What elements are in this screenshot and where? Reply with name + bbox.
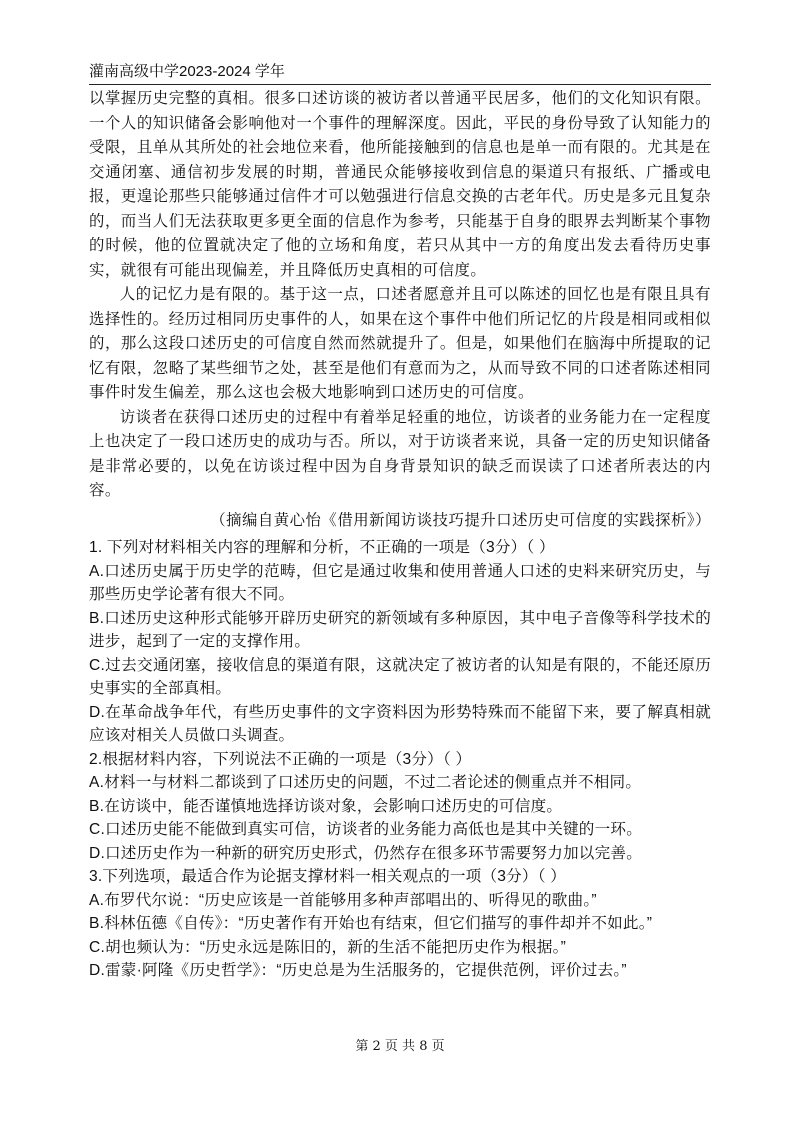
question-option-c: C.过去交通闭塞，接收信息的渠道有限，这就决定了被访者的认知是有限的，不能还原历史事实的全部真相。: [89, 656, 711, 697]
question-option-c: C.胡也频认为：“历史永远是陈旧的，新的生活不能把历史作为根据。”: [89, 938, 566, 956]
question-option-c: C.口述历史能不能做到真实可信，访谈者的业务能力高低也是其中关键的一环。: [89, 821, 642, 838]
question-stem: 3.下列选项，最适合作为论据支撑材料一相关观点的一项（3分）（ ）: [89, 868, 567, 885]
question-2: [89, 748, 711, 866]
page-footer: [0, 1038, 800, 1056]
question-option-d: D.口述历史作为一种新的研究历史形式，仍然存在很多环节需要努力加以完善。: [89, 844, 642, 862]
page-header: [89, 62, 711, 82]
page-number: 第 2 页 共 8 页: [355, 1039, 445, 1054]
question-3: [89, 865, 711, 983]
question-stem: 1. 下列对材料相关内容的理解和分析，不正确的一项是（3分）（ ）: [89, 539, 555, 556]
question-stem: 2.根据材料内容，下列说法不正确的一项是（3分）（ ）: [89, 750, 472, 768]
question-option-d: D.雷蒙·阿隆《历史哲学》：“历史总是为生活服务的，它提供范例，评价过去。”: [89, 962, 627, 979]
passage-paragraph-2: 人的记忆力是有限的。基于这一点，口述者愿意并且可以陈述的回忆也是有限且具有选择性的。经历过相同历史事件的人，如果在这个事件中他们所记忆的片段是相同或相似的，那么这段口述历史的可信度自然而然就提升了。但是，如果他们在脑海中所提取的记忆有限，忽略了某些细节之处，甚至是他们有意而为之，从而导致不同的口述者陈述相同事件时发生偏差，那么这也会极大地影响到口述历史的可信度。: [89, 285, 711, 401]
question-option-d: D.在革命战争年代，有些历史事件的文字资料因为形势特殊而不能留下来，要了解真相就应该对相关人员做口头调查。: [89, 703, 711, 744]
passage-paragraph-1: 以掌握历史完整的真相。很多口述访谈的被访者以普通平民居多，他们的文化知识有限。一个人的知识储备会影响他对一个事件的理解深度。因此，平民的身份导致了认知能力的受限，且单从其所处的社会地位来看，他所能接触到的信息也是单一而有限的。尤其是在交通闭塞、通信初步发展的时期，普通民众能够接收到信息的渠道只有报纸、广播或电报，更遑论那些只能够通过信件才可以勉强进行信息交换的古老年代。历史是多元且复杂的，而当人们无法获取更多更全面的信息作为参考，只能基于自身的眼界去判断某个事物的时候，他的位置就决定了他的立场和角度，若只从其中一方的角度出发去看待历史事实，就很有可能出现偏差，并且降低历史真相的可信度。: [89, 89, 711, 279]
question-option-a: A.布罗代尔说：“历史应该是一首能够用多种声部唱出的、听得见的歌曲。”: [89, 891, 597, 909]
question-option-b: B.口述历史这种形式能够开辟历史研究的新领域有多种原因，其中电子音像等科学技术的进步，起到了一定的支撑作用。: [89, 609, 711, 650]
question-option-b: B.科林伍德《自传》：“历史著作有开始也有结束，但它们描写的事件却并不如此。”: [89, 915, 653, 932]
reading-passage: [89, 86, 711, 532]
passage-source: （摘编自黄心怡《借用新闻访谈技巧提升口述历史可信度的实践探析》）: [210, 510, 711, 529]
question-option-b: B.在访谈中，能否谨慎地选择访谈对象，会影响口述历史的可信度。: [89, 797, 563, 815]
question-option-a: A.口述历史属于历史学的范畴，但它是通过收集和使用普通人口述的史料来研究历史，与那些历史学论著有很大不同。: [89, 562, 711, 603]
passage-paragraph-3: 访谈者在获得口述历史的过程中有着举足轻重的地位，访谈者的业务能力在一定程度上也决定了一段口述历史的成功与否。所以，对于访谈者来说，具备一定的历史知识储备是非常必要的，以免在访谈过程中因为自身背景知识的缺乏而误读了口述者所表达的内容。: [89, 407, 711, 499]
header-school-year: 灌南高级中学2023-2024 学年: [89, 63, 285, 80]
question-1: [89, 536, 711, 748]
question-option-a: A.材料一与材料二都谈到了口述历史的问题，不过二者论述的侧重点并不相同。: [89, 774, 642, 791]
question-section: [89, 536, 711, 983]
header-divider: [89, 84, 711, 85]
